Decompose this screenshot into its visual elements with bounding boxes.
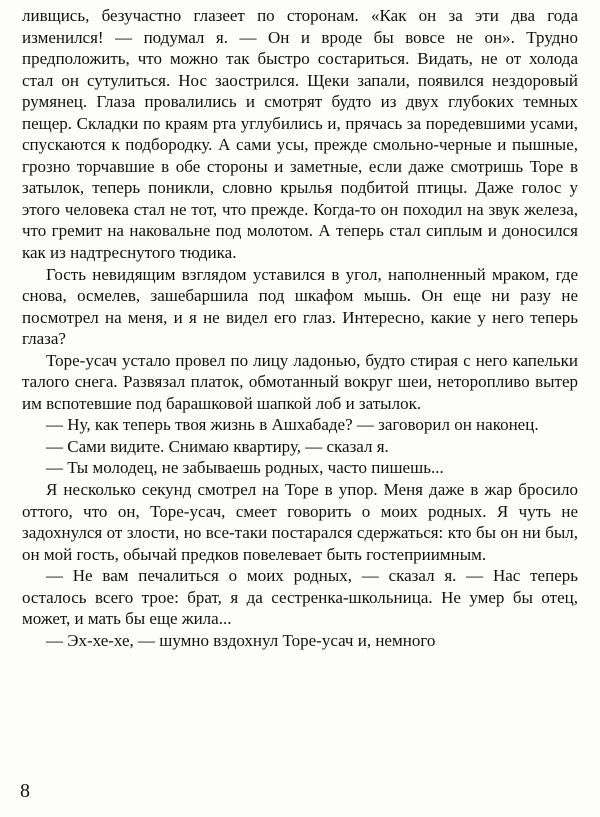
page-body-text	[22, 5, 578, 651]
paragraph: Я несколько секунд смотрел на Торе в упор. Меня даже в жар бросило оттого, что он, Торе-усач, смеет говорить о моих родных. Я чуть не задохнулся от злости, но все-таки постарался сдержаться: кто бы он ни был, он мой гость, обычай предков повелевает быть гостеприимным.	[22, 480, 578, 564]
paragraph: ливщись, безучастно глазеет по сторонам. «Как он за эти два года изменился! — подумал я. — Он и вроде бы вовсе не он». Трудно предположить, что можно так быстро состариться. Видать, не от холода стал он сутулиться. Нос заострился. Щеки запали, появился нездоровый румянец. Глаза провалились и смотрят будто из двух глубоких темных пещер. Складки по краям рта углубились и, прячась за поредевшими усами, спускаются к подбородку. А сами усы, прежде смольно-черные и пышные, грозно торчавшие в обе стороны и заметные, если даже смотришь Торе в затылок, теперь поникли, словно крылья подбитой птицы. Даже голос у этого человека стал не тот, что прежде. Когда-то он походил на звук железа, что гремит на наковальне под молотом. А теперь стал сиплым и доносился как из надтреснутого тюдика.	[22, 6, 578, 263]
paragraph: — Эх-хе-хе, — шумно вздохнул Торе-усач и, немного	[46, 630, 436, 650]
paragraph: Гость невидящим взглядом уставился в угол, наполненный мраком, где снова, осмелев, зашебаршила под шкафом мышь. Он еще ни разу не посмотрел на меня, и я не видел его глаз. Интересно, какие у него теперь глаза?	[22, 264, 578, 349]
paragraph: — Не вам печалиться о моих родных, — сказал я. — Нас теперь осталось всего трое: брат, я да сестренка-школьница. Не умер бы отец, может, и мать бы еще жила...	[22, 566, 578, 629]
paragraph: — Ты молодец, не забываешь родных, часто пишешь...	[46, 458, 444, 478]
paragraph: Торе-усач устало провел по лицу ладонью, будто стирая с него капельки талого снега. Развязал платок, обмотанный вокруг шеи, неторопливо вытер им вспотевшие под барашковой шапкой лоб и затылок.	[22, 350, 578, 413]
paragraph: — Сами видите. Снимаю квартиру, — сказал я.	[46, 436, 389, 456]
paragraph: — Ну, как теперь твоя жизнь в Ашхабаде? — заговорил он наконец.	[46, 415, 539, 435]
page-number: 8	[20, 780, 30, 802]
